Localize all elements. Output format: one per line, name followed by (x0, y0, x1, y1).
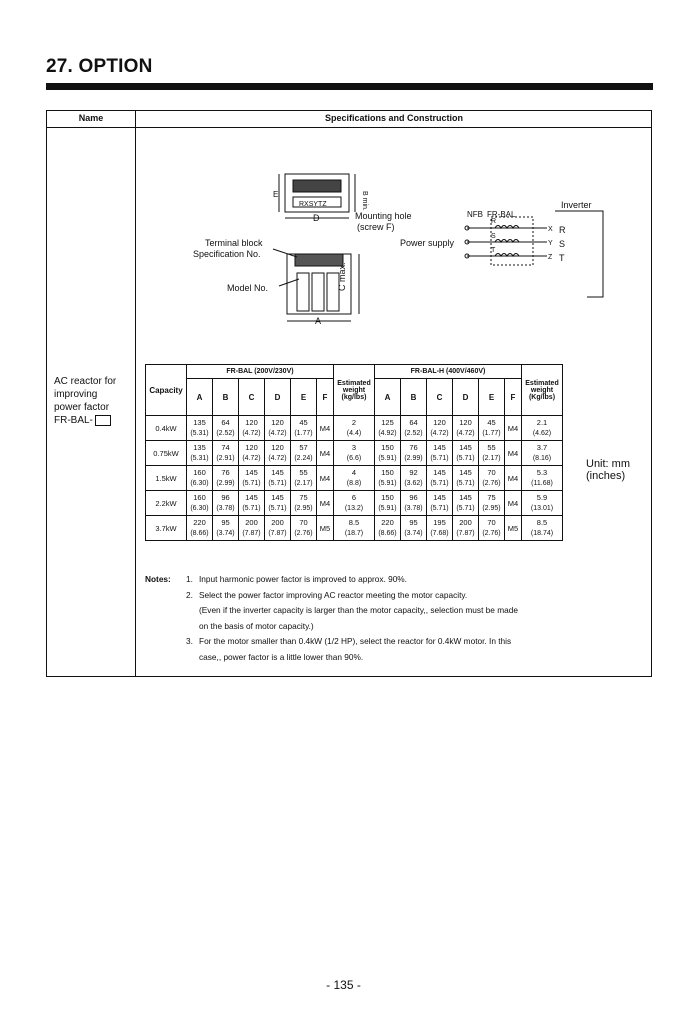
balh-dim-e-inches: (2.17) (482, 455, 501, 462)
spec-no-label: Specification No. (193, 249, 261, 259)
balh-dim-e (479, 516, 505, 541)
balh-dim-b-inches: (3.78) (404, 505, 423, 512)
bal-dim-b (213, 466, 239, 491)
balh-dim-e-value: 45 (487, 418, 496, 427)
table-row (146, 416, 563, 441)
spec-table (145, 364, 563, 541)
bal-dim-b-inches: (2.91) (216, 455, 235, 462)
balh-dim-c (427, 441, 453, 466)
balh-dim-c-value: 120 (433, 418, 446, 427)
header-spec: Specifications and Construction (324, 113, 463, 123)
balh-weight (522, 516, 563, 541)
note-2-cont: on the basis of motor capacity.) (199, 620, 314, 631)
label-b-min: B min. (361, 191, 368, 211)
bal-weight-value: 6 (351, 493, 357, 502)
balh-dim-d-inches: (7.87) (456, 530, 475, 537)
dim-header-f-h: F (505, 379, 522, 416)
note-2-cont: (Even if the inverter capacity is larger than the motor capacity,, selection must be made (199, 605, 518, 615)
bal-dim-d-value: 145 (271, 493, 284, 502)
note-1-number: 1. (186, 574, 193, 584)
balh-weight-value: 5.3 (536, 468, 548, 477)
balh-dim-a-value: 150 (381, 468, 394, 477)
bal-dim-d (265, 466, 291, 491)
coil-y-label: Y (548, 240, 553, 247)
bal-weight-inches: (18.7) (344, 530, 364, 537)
bal-dim-e (291, 466, 317, 491)
group-200-header: FR-BAL (200V/230V) (187, 365, 334, 379)
bal-weight-inches: (4.4) (346, 430, 362, 437)
balh-dim-b (401, 466, 427, 491)
item-name-line: improving (54, 389, 98, 400)
balh-dim-a-value: 150 (381, 493, 394, 502)
bal-dim-d-value: 145 (271, 468, 284, 477)
bal-dim-c (239, 416, 265, 441)
balh-dim-a-value: 125 (381, 418, 394, 427)
balh-dim-c-inches: (5.71) (430, 505, 449, 512)
bal-dim-c (239, 466, 265, 491)
balh-dim-d-value: 145 (459, 493, 472, 502)
weight-400-header: Estimated weight (Kg/lbs) (522, 365, 563, 416)
balh-dim-a (375, 491, 401, 516)
dim-header-e: E (291, 379, 317, 416)
header-name: Name (78, 113, 104, 123)
balh-screw-f: M4 (505, 466, 522, 491)
top-view (279, 174, 355, 218)
bal-weight-value: 8.5 (348, 518, 360, 527)
balh-dim-e-value: 75 (487, 493, 496, 502)
note-2: Select the power factor improving AC reactor meeting the motor capacity. (199, 589, 468, 600)
balh-dim-d-inches: (5.71) (456, 480, 475, 487)
balh-dim-a (375, 441, 401, 466)
balh-dim-c (427, 416, 453, 441)
balh-dim-b-value: 76 (409, 443, 418, 452)
balh-dim-c-inches: (4.72) (430, 430, 449, 437)
coil-x-label: X (548, 226, 553, 233)
balh-dim-a-inches: (8.66) (378, 530, 397, 537)
balh-dim-e-inches: (2.95) (482, 505, 501, 512)
coil-r-label: R (491, 218, 497, 225)
bal-dim-e-inches: (2.95) (294, 505, 313, 512)
note-3-cont: case,, power factor is a little lower than 90%. (199, 651, 364, 662)
bal-dim-c-value: 145 (245, 468, 258, 477)
dim-header-d: D (265, 379, 291, 416)
balh-weight-value: 3.7 (536, 443, 548, 452)
balh-dim-c (427, 491, 453, 516)
balh-dim-a-inches: (4.92) (378, 430, 397, 437)
balh-dim-b-inches: (2.99) (404, 455, 423, 462)
terminal-block-label: Terminal block (205, 238, 263, 248)
note-2-number: 2. (186, 589, 193, 600)
power-supply-label: Power supply (400, 238, 455, 248)
balh-weight-value: 8.5 (536, 518, 548, 527)
bal-weight (334, 441, 375, 466)
label-rst: RXSYTZ (299, 201, 327, 208)
balh-dim-d (453, 491, 479, 516)
bal-screw-f: M4 (317, 491, 334, 516)
coil-t-label: T (491, 247, 496, 254)
bal-dim-e-value: 57 (299, 443, 308, 452)
balh-dim-a (375, 416, 401, 441)
balh-weight-inches: (4.62) (532, 430, 552, 437)
bal-dim-c-inches: (7.87) (242, 530, 261, 537)
bal-dim-c-inches: (5.71) (242, 480, 261, 487)
bal-dim-a-inches: (5.31) (190, 455, 209, 462)
model-blank-box (95, 415, 111, 426)
balh-dim-c (427, 466, 453, 491)
bal-dim-e-value: 45 (299, 418, 308, 427)
bal-dim-a (187, 491, 213, 516)
table-row (146, 466, 563, 491)
dim-header-c: C (239, 379, 265, 416)
bal-dim-c (239, 516, 265, 541)
bal-dim-d (265, 516, 291, 541)
item-model: FR-BAL- (54, 415, 93, 426)
balh-dim-c-value: 145 (433, 443, 446, 452)
front-terminal-block (295, 254, 343, 266)
bal-dim-b-value: 74 (221, 443, 230, 452)
balh-dim-a (375, 466, 401, 491)
balh-dim-d (453, 416, 479, 441)
balh-weight-inches: (13.01) (530, 505, 554, 512)
balh-weight (522, 416, 563, 441)
inverter-label: Inverter (561, 200, 592, 210)
balh-dim-d-value: 145 (459, 443, 472, 452)
bal-dim-b (213, 491, 239, 516)
item-name (54, 375, 134, 427)
balh-dim-a-value: 150 (381, 443, 394, 452)
terminal-t: T (559, 253, 565, 263)
balh-dim-b-value: 64 (409, 418, 418, 427)
balh-dim-b (401, 491, 427, 516)
bal-weight-inches: (13.2) (344, 505, 364, 512)
capacity-cell: 1.5kW (146, 466, 187, 491)
mounting-hole-1: Mounting hole (355, 211, 412, 221)
coil-z-label: Z (548, 254, 553, 261)
dim-header-d-h: D (453, 379, 479, 416)
bal-dim-d-value: 120 (271, 418, 284, 427)
balh-weight-inches: (18.74) (530, 530, 554, 537)
balh-dim-c-inches: (7.68) (430, 530, 449, 537)
bal-dim-a (187, 516, 213, 541)
balh-dim-e-inches: (2.76) (482, 530, 501, 537)
bal-dim-b-inches: (2.99) (216, 480, 235, 487)
balh-dim-e (479, 491, 505, 516)
balh-weight (522, 466, 563, 491)
bal-dim-c-value: 120 (245, 418, 258, 427)
bal-dim-c-value: 120 (245, 443, 258, 452)
bal-dim-b (213, 441, 239, 466)
balh-dim-c-value: 195 (433, 518, 446, 527)
bal-dim-a-value: 160 (193, 468, 206, 477)
balh-weight (522, 441, 563, 466)
weight-200-header: Estimated weight (kg/lbs) (334, 365, 375, 416)
mounting-hole-2: (screw F) (357, 222, 395, 232)
page-title: 27. OPTION (46, 56, 153, 77)
balh-dim-e (479, 466, 505, 491)
balh-dim-c-value: 145 (433, 493, 446, 502)
bal-dim-b-inches: (3.78) (216, 505, 235, 512)
bal-weight (334, 491, 375, 516)
terminal-r: R (559, 225, 566, 235)
bal-dim-b-value: 64 (221, 418, 230, 427)
bal-dim-d-value: 200 (271, 518, 284, 527)
dim-header-f: F (317, 379, 334, 416)
balh-dim-b-inches: (2.52) (404, 430, 423, 437)
balh-screw-f: M4 (505, 441, 522, 466)
bal-dim-b-inches: (3.74) (216, 530, 235, 537)
bal-screw-f: M4 (317, 441, 334, 466)
bal-dim-a-inches: (8.66) (190, 530, 209, 537)
bal-dim-c-inches: (4.72) (242, 430, 261, 437)
bal-weight-value: 2 (351, 418, 357, 427)
table-row (146, 491, 563, 516)
dim-header-e-h: E (479, 379, 505, 416)
balh-screw-f: M4 (505, 416, 522, 441)
bal-dim-c-inches: (5.71) (242, 505, 261, 512)
balh-dim-b (401, 516, 427, 541)
table-row (146, 441, 563, 466)
item-name-line: power factor (54, 402, 110, 413)
bal-dim-c (239, 491, 265, 516)
bal-dim-d-inches: (4.72) (268, 430, 287, 437)
balh-dim-d-value: 200 (459, 518, 472, 527)
unit-label: Unit: mm (inches) (586, 458, 630, 482)
balh-dim-c-inches: (5.71) (430, 455, 449, 462)
bal-dim-a-value: 220 (193, 518, 206, 527)
bal-weight (334, 516, 375, 541)
dim-header-b: B (213, 379, 239, 416)
dim-header-c-h: C (427, 379, 453, 416)
bal-dim-e (291, 491, 317, 516)
capacity-cell: 2.2kW (146, 491, 187, 516)
bal-dim-d-inches: (5.71) (268, 480, 287, 487)
balh-screw-f: M4 (505, 491, 522, 516)
bal-dim-d-inches: (4.72) (268, 455, 287, 462)
balh-dim-e (479, 416, 505, 441)
bal-dim-a-value: 160 (193, 493, 206, 502)
balh-dim-b (401, 441, 427, 466)
coil-s-label: S (491, 233, 496, 240)
c-max-label: C max. (337, 262, 347, 291)
bal-dim-d (265, 441, 291, 466)
balh-weight (522, 491, 563, 516)
bal-weight-value: 3 (351, 443, 357, 452)
bal-screw-f: M4 (317, 416, 334, 441)
top-coil (293, 180, 341, 192)
balh-dim-b-value: 92 (409, 468, 418, 477)
bal-dim-a-inches: (6.30) (190, 505, 209, 512)
balh-dim-a-value: 220 (381, 518, 394, 527)
model-no-label: Model No. (227, 283, 269, 293)
table-row (146, 516, 563, 541)
bal-weight-value: 4 (351, 468, 357, 477)
dim-header-a-h: A (375, 379, 401, 416)
balh-dim-e-value: 70 (487, 518, 496, 527)
fr-bal-label: FR-BAL (487, 210, 516, 219)
terminal-s: S (559, 239, 566, 249)
bal-dim-d-inches: (7.87) (268, 530, 287, 537)
label-e: E (273, 190, 279, 199)
title-rule (46, 83, 653, 90)
notes-label: Notes: (145, 574, 171, 584)
capacity-cell: 0.4kW (146, 416, 187, 441)
balh-weight-inches: (8.16) (532, 455, 552, 462)
balh-dim-b-value: 95 (409, 518, 418, 527)
front-coil-2 (312, 273, 324, 311)
balh-dim-e-value: 55 (487, 443, 496, 452)
balh-dim-e (479, 441, 505, 466)
balh-dim-e-value: 70 (487, 468, 496, 477)
bal-dim-b-value: 96 (221, 493, 230, 502)
balh-dim-c (427, 516, 453, 541)
note-3-number: 3. (186, 636, 193, 646)
balh-dim-c-value: 145 (433, 468, 446, 477)
balh-dim-c-inches: (5.71) (430, 480, 449, 487)
balh-weight-inches: (11.68) (531, 480, 553, 487)
bal-dim-a-inches: (6.30) (190, 480, 209, 487)
balh-screw-f: M5 (505, 516, 522, 541)
balh-dim-d (453, 466, 479, 491)
bal-dim-d (265, 491, 291, 516)
dim-header-a: A (187, 379, 213, 416)
balh-dim-e-inches: (1.77) (482, 430, 501, 437)
balh-dim-d-inches: (5.71) (456, 455, 475, 462)
balh-dim-d-value: 145 (459, 468, 472, 477)
bal-screw-f: M5 (317, 516, 334, 541)
label-d: D (313, 213, 320, 223)
balh-dim-b (401, 416, 427, 441)
bal-dim-e (291, 441, 317, 466)
item-name-line: AC reactor for (54, 376, 117, 387)
construction-diagram (47, 111, 651, 371)
bal-dim-c-value: 145 (245, 493, 258, 502)
capacity-cell: 3.7kW (146, 516, 187, 541)
bal-dim-c (239, 441, 265, 466)
balh-dim-d-inches: (5.71) (456, 505, 475, 512)
bal-screw-f: M4 (317, 466, 334, 491)
balh-dim-d-inches: (4.72) (456, 430, 475, 437)
bal-dim-e (291, 416, 317, 441)
nfb-label: NFB (467, 210, 483, 219)
bal-dim-a-value: 135 (193, 418, 206, 427)
capacity-header: Capacity (146, 365, 187, 416)
balh-dim-e-inches: (2.76) (482, 480, 501, 487)
bal-dim-b-value: 95 (221, 518, 230, 527)
bal-dim-e-inches: (2.76) (294, 530, 313, 537)
balh-dim-b-inches: (3.62) (404, 480, 423, 487)
bal-weight-inches: (8.8) (346, 480, 362, 487)
label-a: A (315, 316, 322, 326)
bal-dim-d-value: 120 (271, 443, 284, 452)
bal-dim-b (213, 416, 239, 441)
bal-dim-e-value: 75 (299, 493, 308, 502)
balh-dim-b-value: 96 (409, 493, 418, 502)
balh-dim-a-inches: (5.91) (378, 455, 397, 462)
bal-dim-b-inches: (2.52) (216, 430, 235, 437)
bal-weight-inches: (6.6) (346, 455, 362, 462)
bal-dim-e-inches: (2.17) (294, 480, 313, 487)
dim-header-b-h: B (401, 379, 427, 416)
balh-dim-a-inches: (5.91) (378, 505, 397, 512)
bal-dim-e-value: 55 (299, 468, 308, 477)
group-400-header: FR-BAL-H (400V/460V) (375, 365, 522, 379)
balh-weight-value: 2.1 (536, 418, 548, 427)
bal-dim-a-inches: (5.31) (190, 430, 209, 437)
balh-weight-value: 5.9 (536, 493, 548, 502)
bal-dim-a (187, 416, 213, 441)
bal-dim-d-inches: (5.71) (268, 505, 287, 512)
bal-weight (334, 416, 375, 441)
bal-dim-e-inches: (1.77) (294, 430, 313, 437)
bal-dim-a (187, 441, 213, 466)
page-number: - 135 - (326, 978, 361, 992)
bal-dim-b-value: 76 (221, 468, 230, 477)
bal-dim-b (213, 516, 239, 541)
note-1: Input harmonic power factor is improved to approx. 90%. (199, 574, 407, 584)
bal-dim-e (291, 516, 317, 541)
bal-dim-e-inches: (2.24) (294, 455, 313, 462)
note-3: For the motor smaller than 0.4kW (1/2 HP), select the reactor for 0.4kW motor. In this (199, 636, 512, 646)
bal-dim-d (265, 416, 291, 441)
balh-dim-a-inches: (5.91) (378, 480, 397, 487)
balh-dim-a (375, 516, 401, 541)
bal-weight (334, 466, 375, 491)
bal-dim-a (187, 466, 213, 491)
balh-dim-d-value: 120 (459, 418, 472, 427)
bal-dim-a-value: 135 (193, 443, 206, 452)
wiring-diagram (465, 211, 603, 297)
capacity-cell: 0.75kW (146, 441, 187, 466)
balh-dim-d (453, 516, 479, 541)
balh-dim-b-inches: (3.74) (404, 530, 423, 537)
bal-dim-c-inches: (4.72) (242, 455, 261, 462)
bal-dim-c-value: 200 (245, 518, 258, 527)
bal-dim-e-value: 70 (299, 518, 308, 527)
balh-dim-d (453, 441, 479, 466)
